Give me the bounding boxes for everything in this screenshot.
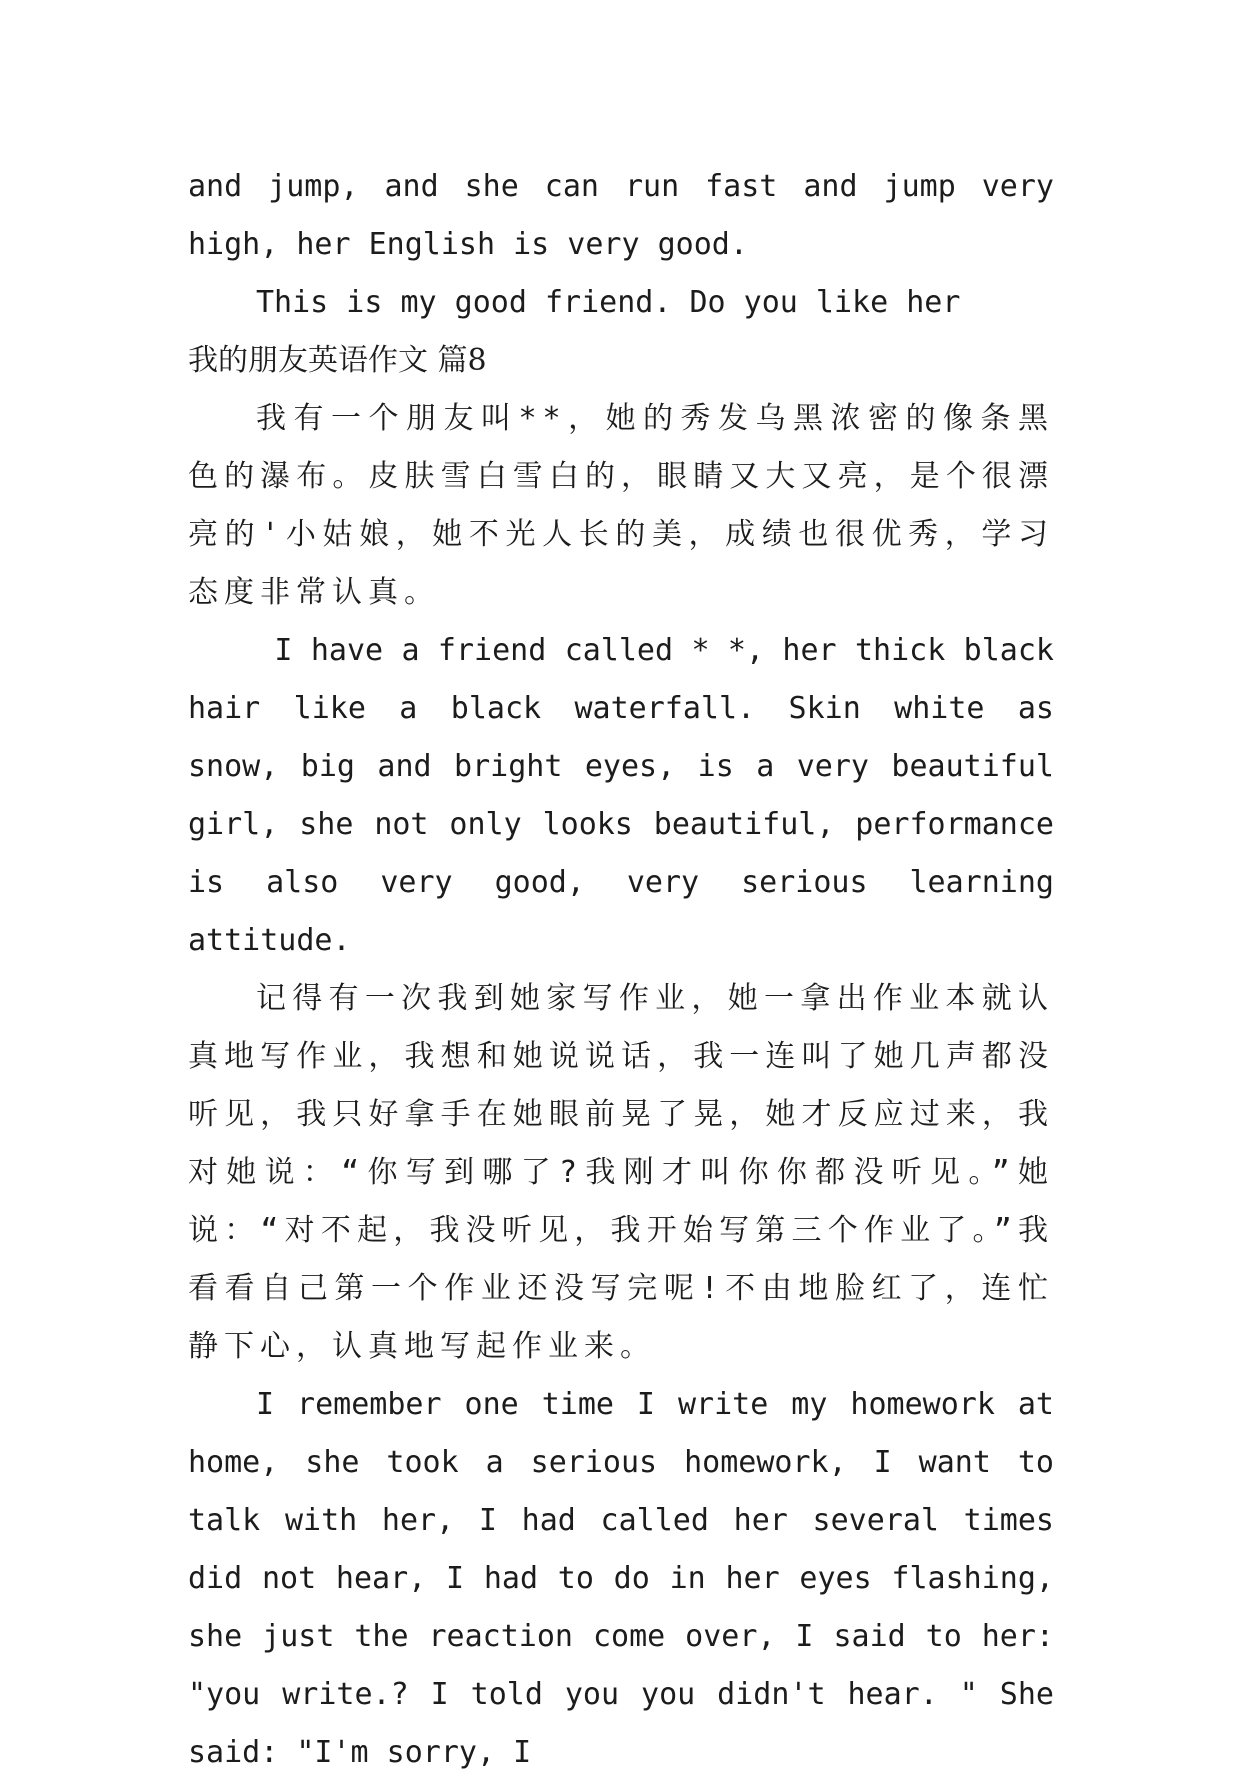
document-body <box>188 158 1073 1782</box>
section-heading: 我的朋友英语作文 篇8 <box>188 343 487 378</box>
paragraph-en-homework-story: I remember one time I write my homework at home, she took a serious homework, I want to talk with her, I had called her several times did not hear, I had to do in her eyes flashing, she just the reaction come over, I said to her: "you write.? I told you you didn't hear. " She said: "I'm sorry, I <box>188 1387 1073 1770</box>
paragraph-en-intro-continuation: and jump, and she can run fast and jump very high, her English is very good. <box>188 169 1073 262</box>
paragraph-en-friend-description: I have a friend called * *, her thick black hair like a black waterfall. Skin white as snow, big and bright eyes, is a very beautiful girl, she not only looks beautiful, performance is also very good, very serious learning attitude. <box>188 633 1073 958</box>
paragraph-cn-homework-story: 记得有一次我到她家写作业，她一拿出作业本就认真地写作业，我想和她说说话，我一连叫了她几声都没听见，我只好拿手在她眼前晃了晃，她才反应过来，我对她说：“你写到哪了?我刚才叫你你都没听见。”她说：“对不起，我没听见，我开始写第三个作业了。”我看看自己第一个作业还没写完呢!不由地脸红了，连忙静下心，认真地写起作业来。 <box>188 981 1054 1364</box>
paragraph-en-closing-line: This is my good friend. Do you like her <box>256 285 961 320</box>
paragraph-cn-friend-description: 我有一个朋友叫**，她的秀发乌黑浓密的像条黑色的瀑布。皮肤雪白雪白的，眼睛又大又亮，是个很漂亮的'小姑娘，她不光人长的美，成绩也很优秀，学习态度非常认真。 <box>188 401 1054 610</box>
